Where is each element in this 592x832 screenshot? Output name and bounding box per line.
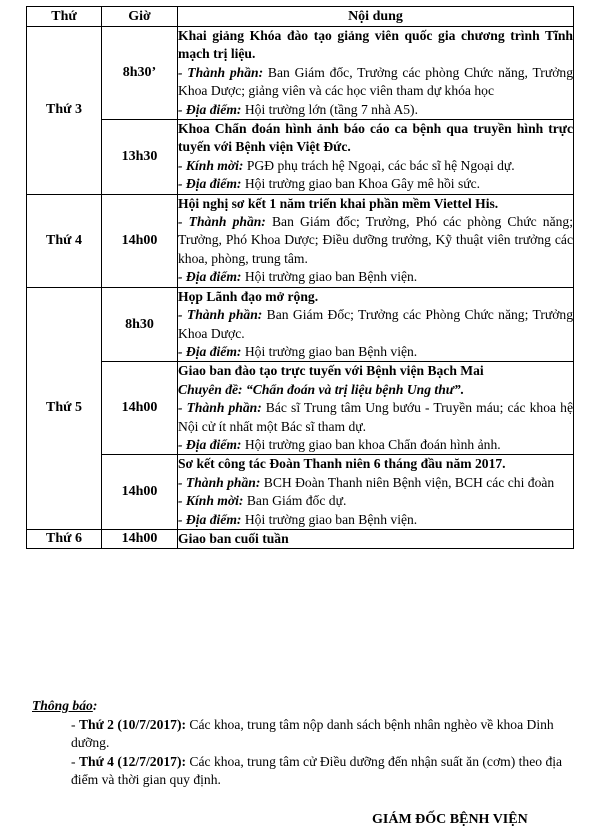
event-detail-label: - Địa điểm: [178,101,242,117]
event-detail-text: PGĐ phụ trách hệ Ngoại, các bác sĩ hệ Ngoại dự. [243,157,515,173]
time-cell: 14h00 [102,194,178,287]
table-row [27,120,574,195]
time-cell: 8h30 [102,287,178,362]
time-cell: 14h00 [102,362,178,455]
event-detail-line [178,399,573,436]
event-title: Sơ kết công tác Đoàn Thanh niên 6 tháng đầu năm 2017. [178,456,506,472]
table-header-row [27,7,574,27]
header-content: Nội dung [178,7,574,27]
event-detail-label: - Địa điểm: [178,176,242,192]
event-detail-label: - Thành phần: [178,474,261,490]
event-detail-text: Ban Giám Đốc; Trưởng các Phòng Chức năng; Trưởng Khoa Dược. [178,307,573,341]
content-cell [178,287,574,362]
time-cell: 8h30’ [102,27,178,120]
event-title: Hội nghị sơ kết 1 năm triển khai phần mềm Viettel His. [178,195,499,211]
notice-item-text: Các khoa, trung tâm cử Điều dưỡng đến nhận suất ăn (cơm) theo địa điểm và thời gian quy định. [71,753,563,788]
event-detail-text: Hội trường giao ban Bệnh viện. [241,511,418,527]
schedule-body [27,27,574,549]
schedule-table [26,6,574,549]
event-detail-line [178,306,573,343]
header-day: Thứ [27,7,102,27]
table-row [27,529,574,548]
event-detail-label: - Thành phần: [178,307,263,323]
event-detail-line [178,436,573,454]
event-detail-label: - Địa điểm: [178,436,242,452]
content-cell [178,27,574,120]
event-detail-line [178,492,573,510]
event-detail-line [178,213,573,268]
table-row [27,27,574,120]
event-detail-text: Ban Giám đốc; Trưởng, Phó các phòng Chức năng; Trưởng, Phó Khoa Dược; Điều dưỡng trưởng, Kỹ thuật viên trưởng các khoa, phòng, trung tâm. [178,214,573,266]
notice-item: - Thứ 2 (10/7/2017): Các khoa, trung tâm nộp danh sách bệnh nhân nghèo về khoa Dinh dưỡng. [71,716,554,751]
notice-item-text: Các khoa, trung tâm nộp danh sách bệnh nhân nghèo về khoa Dinh dưỡng. [71,716,554,751]
notice-colon: : [92,698,98,713]
event-detail-line [178,64,573,101]
event-detail-line [178,474,573,492]
notice-item-label: Thứ 2 (10/7/2017): [78,716,187,732]
event-detail-text: Bác sĩ Trung tâm Ung bướu - Truyền máu; các khoa hệ Nội cử ít nhất một Bác sĩ tham dự. [178,400,573,434]
event-title: Giao ban cuối tuần [178,530,289,546]
notice-heading [26,697,573,716]
event-detail-label: - Địa điểm: [178,269,242,285]
content-cell [178,120,574,195]
event-detail-text: Hội trường giao ban Bệnh viện. [241,269,418,285]
event-detail-line [178,511,573,529]
event-detail-label: - Thành phần: [178,214,266,230]
content-cell [178,194,574,287]
event-detail-label: - Thành phần: [178,64,264,80]
event-detail-line [178,101,573,119]
header-time: Giờ [102,7,178,27]
content-cell [178,529,574,548]
event-detail-label: - Địa điểm: [178,343,242,359]
time-cell: 14h00 [102,455,178,530]
event-detail-line [178,157,573,175]
event-detail-text: Hội trường giao ban Khoa Gây mê hồi sức. [241,176,481,192]
signature: GIÁM ĐỐC BỆNH VIỆN [372,812,528,827]
notice-item: - Thứ 4 (12/7/2017): Các khoa, trung tâm cử Điều dưỡng đến nhận suất ăn (cơm) theo địa điểm và thời gian quy định. [71,753,563,788]
event-detail-line [178,175,573,193]
table-row [27,455,574,530]
content-cell [178,455,574,530]
day-cell: Thứ 6 [27,529,102,548]
event-detail-text: BCH Đoàn Thanh niên Bệnh viện, BCH các chi đoàn [260,474,555,490]
table-row [27,287,574,362]
notice-title: Thông báo [32,698,93,713]
event-detail-text: Ban Giám đốc dự. [243,493,347,509]
event-detail-text: Ban Giám đốc, Trưởng các phòng Chức năng, Trưởng Khoa Dược; giảng viên và các học viên tham dự khóa học [178,64,573,99]
day-cell: Thứ 5 [27,287,102,529]
content-cell [178,362,574,455]
table-row [27,194,574,287]
event-detail-label: - Thành phần: [178,400,262,416]
event-detail-label: - Kính mời: [178,493,244,509]
event-title: Giao ban đào tạo trực tuyến với Bệnh viện Bạch Mai [178,363,484,379]
event-detail-text: Hội trường lớn (tầng 7 nhà A5). [241,101,418,117]
event-detail-label: - Kính mời: [178,157,244,173]
event-detail-line [178,268,573,286]
day-cell: Thứ 4 [27,194,102,287]
event-subtitle: Chuyên đề: “Chẩn đoán và trị liệu bệnh Ung thư”. [178,381,465,397]
time-cell: 13h30 [102,120,178,195]
event-detail-text: Hội trường giao ban Bệnh viện. [241,343,418,359]
notice-item-label: Thứ 4 (12/7/2017): [78,753,187,769]
event-detail-label: - Địa điểm: [178,511,242,527]
event-title: Họp Lãnh đạo mở rộng. [178,288,319,304]
day-cell: Thứ 3 [27,27,102,195]
event-detail-line [178,343,573,361]
notice-section [26,697,573,790]
event-title: Khai giảng Khóa đào tạo giảng viên quốc gia chương trình Tĩnh mạch trị liệu. [178,28,573,62]
event-title: Khoa Chẩn đoán hình ảnh báo cáo ca bệnh qua truyền hình trực tuyến với Bệnh viện Việt Đức. [178,121,573,155]
time-cell: 14h00 [102,529,178,548]
event-detail-text: Hội trường giao ban khoa Chẩn đoán hình ảnh. [241,436,501,452]
table-row [27,362,574,455]
